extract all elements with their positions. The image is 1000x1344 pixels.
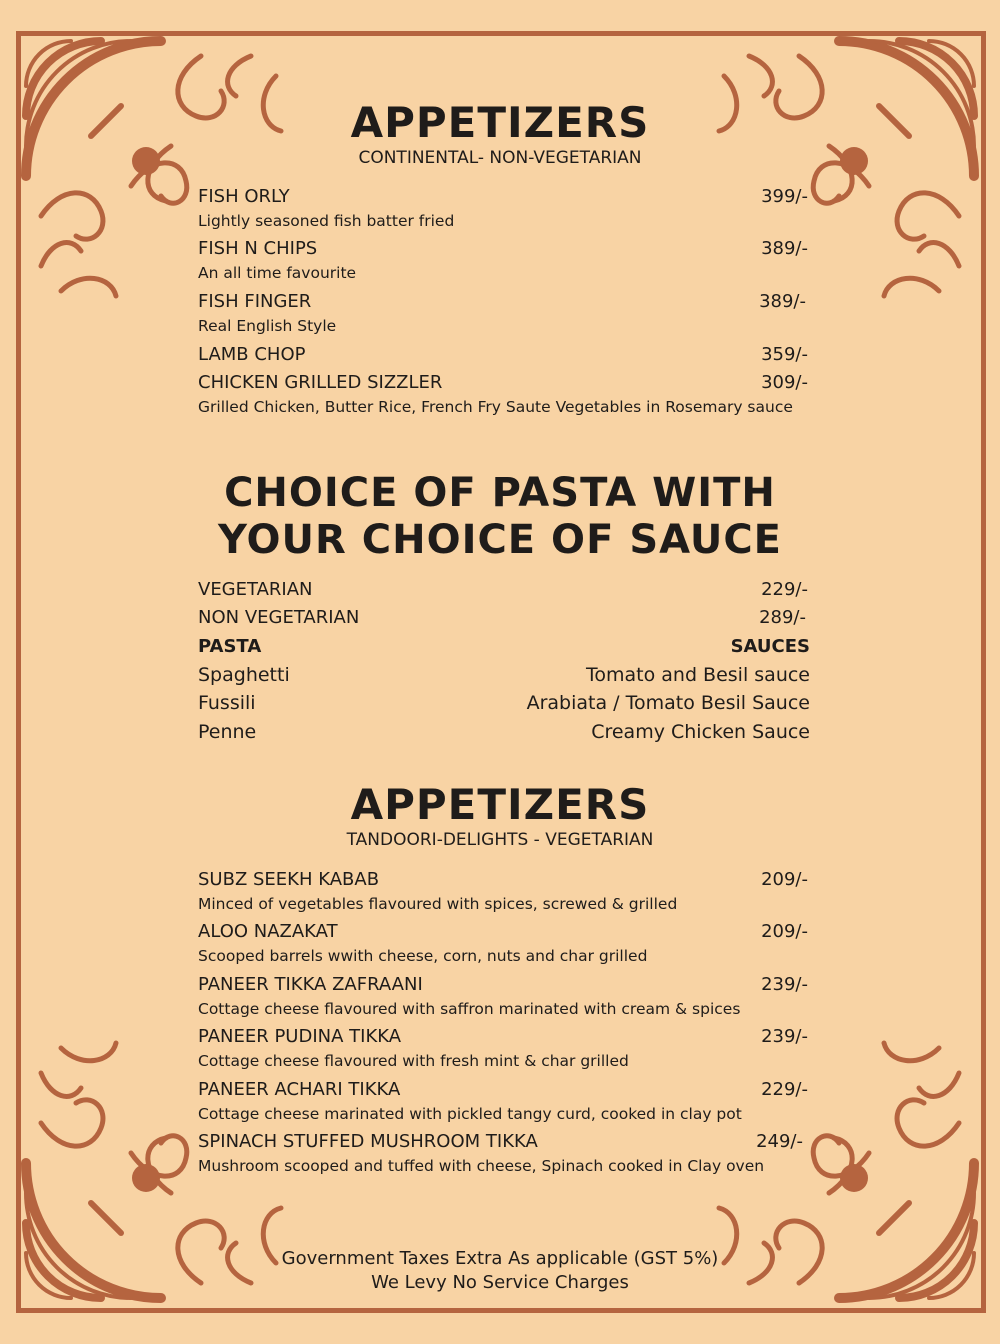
pasta-sauce-pair — [198, 663, 810, 687]
item-description: Cottage cheese flavoured with fresh mint & char grilled — [198, 1052, 629, 1070]
sauces-column-header: SAUCES — [730, 635, 810, 657]
section-subtitle-continental: CONTINENTAL- NON-VEGETARIAN — [358, 148, 642, 168]
option-name: NON VEGETARIAN — [198, 606, 360, 628]
menu-item — [198, 919, 810, 943]
item-price: 359/- — [761, 343, 808, 365]
item-description: Minced of vegetables flavoured with spices, screwed & grilled — [198, 895, 678, 913]
item-name: FISH ORLY — [198, 185, 290, 207]
footer-tax-note: Government Taxes Extra As applicable (GST 5%) — [281, 1248, 719, 1269]
item-description: Cottage cheese marinated with pickled tangy curd, cooked in clay pot — [198, 1105, 742, 1123]
item-price: 399/- — [761, 185, 808, 207]
section-title-pasta-line2: YOUR CHOICE OF SAUCE — [217, 517, 783, 563]
section-title-pasta-line1: CHOICE OF PASTA WITH — [224, 470, 776, 516]
item-price: 209/- — [761, 868, 808, 890]
section-subtitle-tandoori: TANDOORI-DELIGHTS - VEGETARIAN — [346, 830, 654, 850]
menu-item — [198, 867, 810, 891]
item-name: ALOO NAZAKAT — [198, 920, 338, 942]
item-description: Scooped barrels wwith cheese, corn, nuts and char grilled — [198, 947, 648, 965]
item-name: PANEER PUDINA TIKKA — [198, 1025, 402, 1047]
pasta-sauce-pair — [198, 720, 810, 744]
pasta-name: Penne — [198, 721, 257, 743]
item-description: An all time favourite — [198, 264, 357, 282]
pasta-sauce-pair — [198, 691, 810, 715]
item-description: Mushroom scooped and tuffed with cheese, Spinach cooked in Clay oven — [198, 1157, 765, 1175]
item-description: Cottage cheese flavoured with saffron marinated with cream & spices — [198, 1000, 741, 1018]
item-description: Grilled Chicken, Butter Rice, French Fry Saute Vegetables in Rosemary sauce — [198, 398, 793, 416]
menu-item — [198, 289, 810, 313]
option-price: 229/- — [761, 578, 808, 600]
menu-item — [198, 1077, 810, 1101]
item-description: Real English Style — [198, 317, 337, 335]
item-name: FISH FINGER — [198, 290, 312, 312]
footer-service-note: We Levy No Service Charges — [371, 1272, 629, 1293]
item-price: 239/- — [761, 1025, 808, 1047]
item-name: FISH N CHIPS — [198, 237, 318, 259]
item-name: PANEER ACHARI TIKKA — [198, 1078, 401, 1100]
item-name: PANEER TIKKA ZAFRAANI — [198, 973, 423, 995]
item-price: 389/- — [761, 237, 808, 259]
item-name: CHICKEN GRILLED SIZZLER — [198, 371, 443, 393]
pasta-option — [198, 605, 810, 629]
item-name: SPINACH STUFFED MUSHROOM TIKKA — [198, 1130, 538, 1152]
menu-item — [198, 342, 810, 366]
section-title-appetizers-continental: APPETIZERS — [350, 98, 650, 147]
menu-item — [198, 370, 810, 394]
pasta-column-header: PASTA — [198, 635, 262, 657]
item-name: LAMB CHOP — [198, 343, 306, 365]
option-name: VEGETARIAN — [198, 578, 313, 600]
menu-item — [198, 972, 810, 996]
item-price: 229/- — [761, 1078, 808, 1100]
item-price: 239/- — [761, 973, 808, 995]
section-title-appetizers-tandoori: APPETIZERS — [350, 780, 650, 829]
pasta-name: Fussili — [198, 692, 256, 714]
item-price: 209/- — [761, 920, 808, 942]
item-description: Lightly seasoned fish batter fried — [198, 212, 455, 230]
menu-item — [198, 1024, 810, 1048]
sauce-name: Tomato and Besil sauce — [586, 664, 810, 686]
item-price: 389/- — [759, 290, 806, 312]
pasta-sauce-header — [198, 634, 810, 658]
menu-item — [198, 184, 810, 208]
option-price: 289/- — [759, 606, 806, 628]
pasta-name: Spaghetti — [198, 664, 290, 686]
sauce-name: Creamy Chicken Sauce — [591, 721, 810, 743]
sauce-name: Arabiata / Tomato Besil Sauce — [526, 692, 810, 714]
menu-item — [198, 236, 810, 260]
menu-item — [198, 1129, 805, 1153]
item-price: 249/- — [756, 1130, 803, 1152]
pasta-option — [198, 577, 810, 601]
item-name: SUBZ SEEKH KABAB — [198, 868, 380, 890]
item-price: 309/- — [761, 371, 808, 393]
